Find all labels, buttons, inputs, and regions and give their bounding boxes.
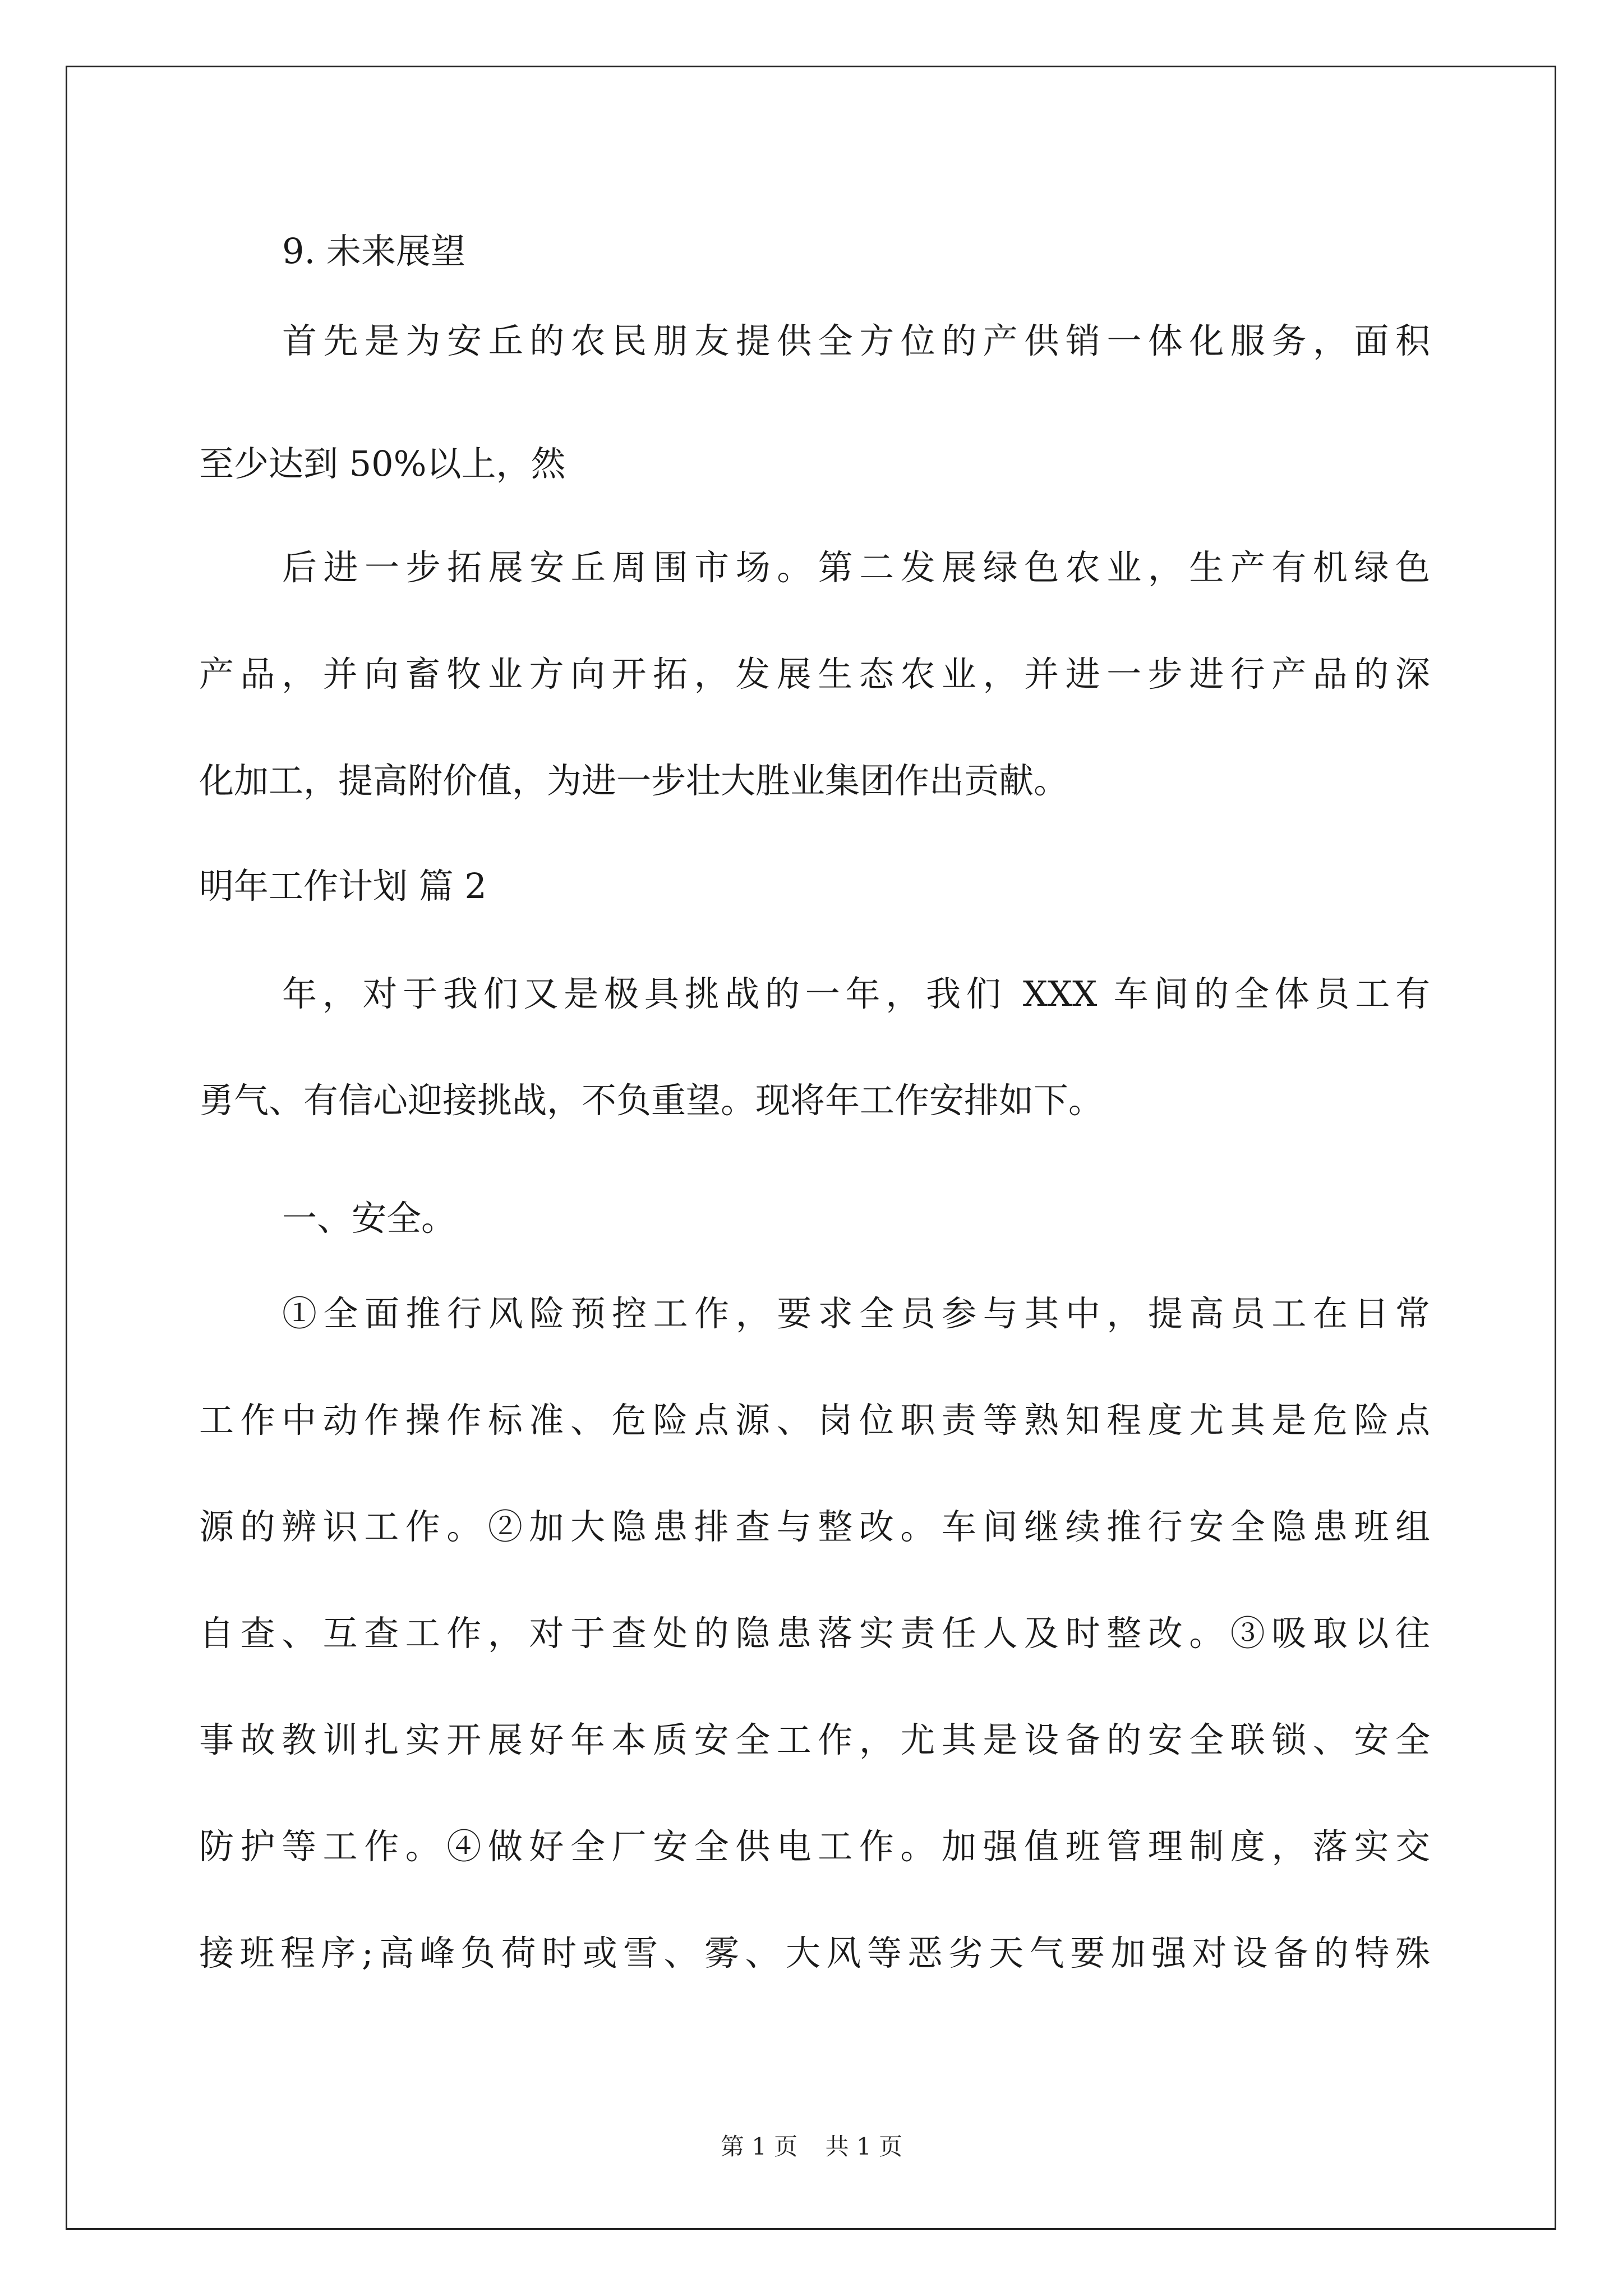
paragraph-line: 接班程序;高峰负荷时或雪、雾、大风等恶劣天气要加强对设备的特殊 xyxy=(199,1932,1430,1973)
paragraph-line: 后进一步拓展安丘周围市场。第二发展绿色农业，生产有机绿色 xyxy=(282,547,1430,588)
article-title: 明年工作计划 篇 2 xyxy=(199,866,487,907)
paragraph-line: 工作中动作操作标准、危险点源、岗位职责等熟知程度尤其是危险点 xyxy=(199,1400,1430,1441)
section-heading-future-outlook: 9. 未来展望 xyxy=(282,231,465,272)
paragraph-line: 防护等工作。④做好全厂安全供电工作。加强值班管理制度，落实交 xyxy=(199,1826,1430,1867)
paragraph-line: ①全面推行风险预控工作，要求全员参与其中，提高员工在日常 xyxy=(282,1293,1430,1334)
paragraph-line: 源的辨识工作。②加大隐患排查与整改。车间继续推行安全隐患班组 xyxy=(199,1506,1430,1547)
paragraph-line: 产品，并向畜牧业方向开拓，发展生态农业，并进一步进行产品的深 xyxy=(199,654,1430,694)
page-number-current: 第 1 页 xyxy=(720,2133,798,2160)
paragraph-line: 事故教训扎实开展好年本质安全工作，尤其是设备的安全联锁、安全 xyxy=(199,1719,1430,1760)
page-border xyxy=(66,66,1556,2230)
paragraph-line: 首先是为安丘的农民朋友提供全方位的产供销一体化服务，面积 xyxy=(282,320,1430,361)
section-heading-safety: 一、安全。 xyxy=(282,1198,457,1239)
paragraph-line: 勇气、有信心迎接挑战，不负重望。现将年工作安排如下。 xyxy=(199,1080,1104,1121)
paragraph-line: 化加工，提高附价值，为进一步壮大胜业集团作出贡献。 xyxy=(199,760,1069,801)
page-number-total: 共 1 页 xyxy=(825,2133,903,2160)
paragraph-line: 年，对于我们又是极具挑战的一年，我们 XXX 车间的全体员工有 xyxy=(282,973,1430,1014)
page-footer xyxy=(0,2130,1623,2164)
paragraph-line: 至少达到 50%以上，然 xyxy=(199,443,566,484)
paragraph-line: 自查、互查工作，对于查处的隐患落实责任人及时整改。③吸取以往 xyxy=(199,1613,1430,1654)
